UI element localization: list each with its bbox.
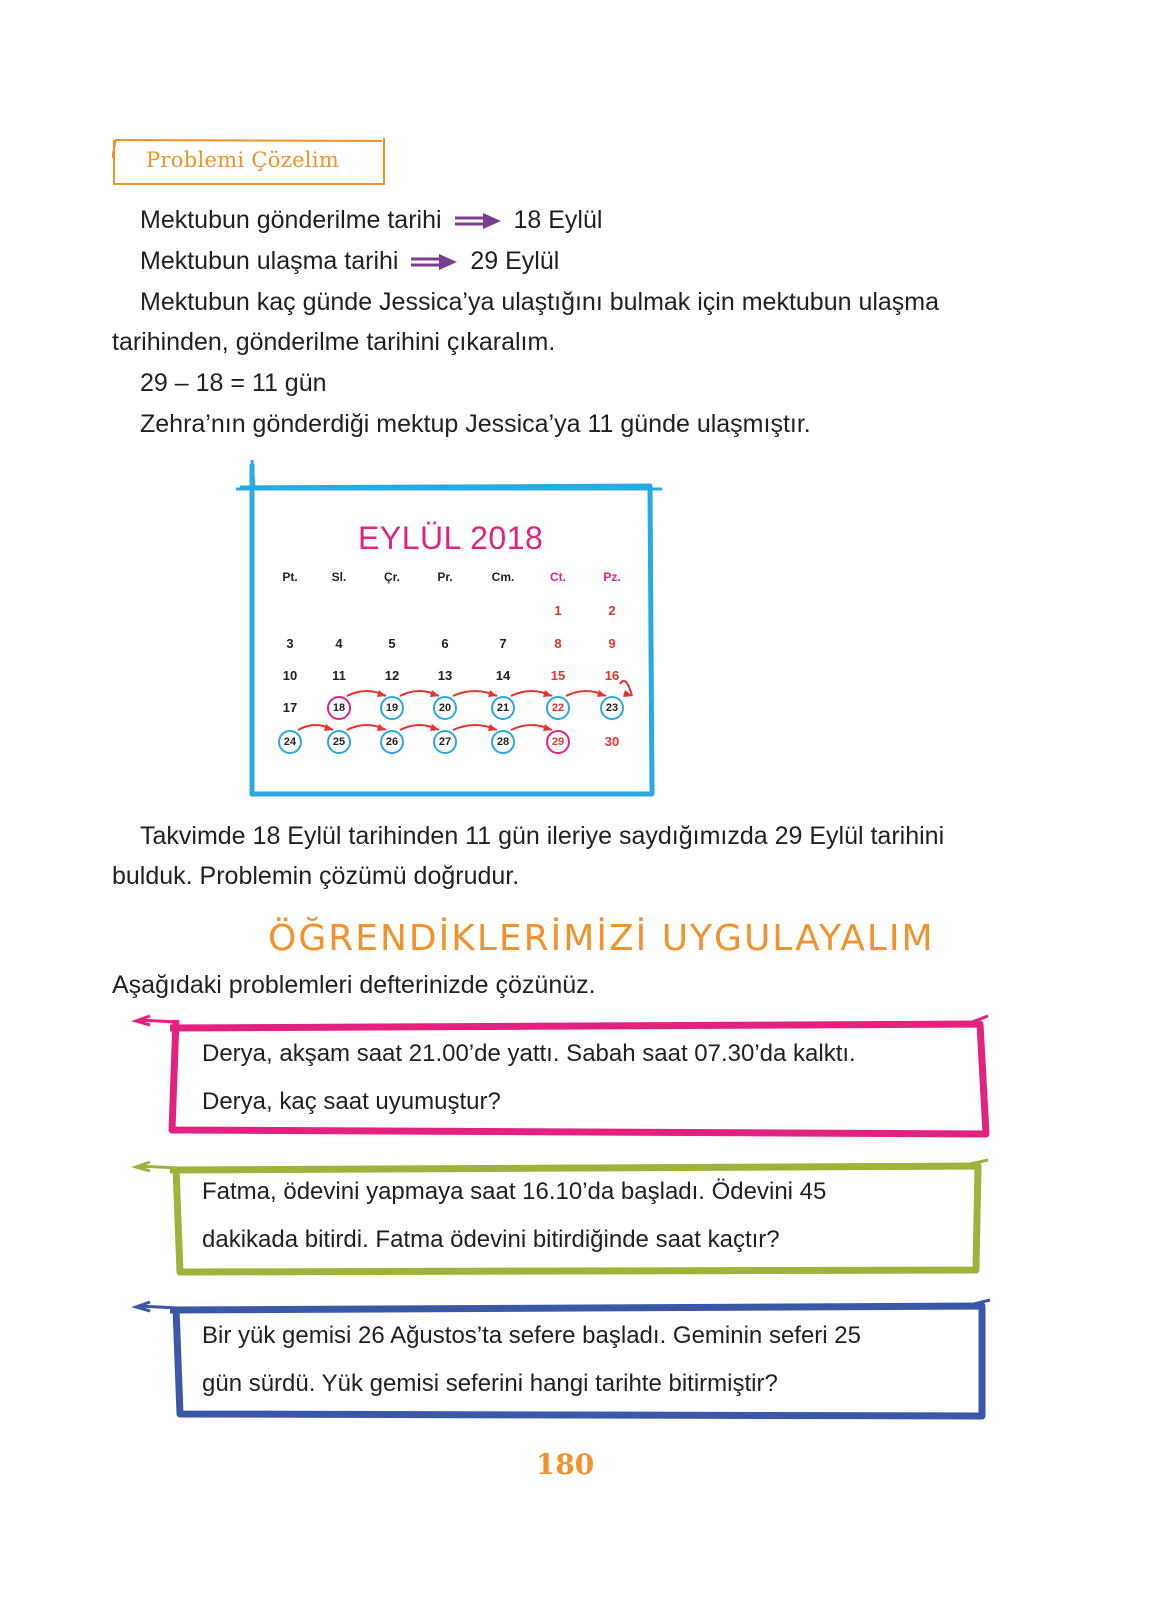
- calendar-day: 25: [332, 736, 346, 748]
- problem-3-line-2: gün sürdü. Yük gemisi seferini hangi tarihte bitirmiştir?: [202, 1370, 778, 1397]
- calendar-day: 5: [388, 636, 396, 651]
- problem-3: [202, 1312, 942, 1408]
- count-arrowhead: [324, 724, 333, 731]
- calendar-count-arrows: [0, 0, 1163, 800]
- calendar-day: 30: [604, 734, 620, 749]
- calendar-day: 6: [441, 636, 449, 651]
- practice-instruction: Aşağıdaki problemleri defterinizde çözünüz.: [112, 971, 596, 999]
- count-arrowhead: [430, 690, 439, 697]
- count-arrowhead: [488, 724, 497, 731]
- calendar-day: 1: [554, 603, 562, 618]
- count-arrowhead: [488, 690, 497, 697]
- calendar-day: 26: [385, 736, 399, 748]
- calendar-day: 12: [384, 668, 400, 683]
- explain-line-1: Mektubun kaç günde Jessica’ya ulaştığını bulmak için mektubun ulaşma: [140, 288, 940, 316]
- calendar-header-cell: Pz.: [603, 570, 621, 584]
- calendar-day: 9: [608, 636, 616, 651]
- count-arrowhead: [543, 724, 552, 731]
- count-arrowhead: [597, 690, 606, 697]
- calendar-day: 20: [438, 702, 452, 714]
- calendar-title: EYLÜL 2018: [358, 520, 544, 556]
- sent-label: Mektubun gönderilme tarihi: [140, 206, 442, 234]
- problem-2-line-2: dakikada bitirdi. Fatma ödevini bitirdiğinde saat kaçtır?: [202, 1226, 780, 1253]
- calendar-header-cell: Çr.: [383, 570, 400, 584]
- calendar-day: 23: [605, 702, 619, 714]
- calendar-header-cell: Pt.: [282, 570, 298, 584]
- calendar-day: 29: [551, 736, 565, 748]
- calendar-day: 3: [286, 636, 294, 651]
- practice-heading: ÖĞRENDİKLERİMİZİ UYGULAYALIM: [268, 918, 935, 959]
- arrived-value: 29 Eylül: [470, 247, 560, 275]
- explain-line-2: tarihinden, gönderilme tarihini çıkaralım.: [112, 328, 556, 356]
- calendar-day: 2: [608, 603, 616, 618]
- calendar-day: 8: [554, 636, 562, 651]
- problem-1-line-1: Derya, akşam saat 21.00’de yattı. Sabah saat 07.30’da kalktı.: [202, 1040, 856, 1067]
- calendar-day: 7: [499, 636, 507, 651]
- calendar-day: 17: [282, 700, 298, 715]
- calendar-day: 4: [335, 636, 343, 651]
- check-line-2: bulduk. Problemin çözümü doğrudur.: [112, 862, 520, 890]
- calendar-header-cell: Pr.: [437, 570, 453, 584]
- page-number: 180: [535, 1448, 595, 1481]
- equation: 29 – 18 = 11 gün: [140, 369, 327, 397]
- calendar-day: 18: [332, 702, 346, 714]
- arrived-label: Mektubun ulaşma tarihi: [140, 247, 399, 275]
- problem-1-line-2: Derya, kaç saat uyumuştur?: [202, 1088, 501, 1115]
- calendar-day: 13: [437, 668, 453, 683]
- calendar-header-cell: Sl.: [331, 570, 347, 584]
- count-arrowhead: [377, 690, 386, 697]
- calendar-day: 19: [385, 702, 399, 714]
- calendar-day: 27: [438, 736, 452, 748]
- calendar-day: 28: [496, 736, 510, 748]
- result-line: Zehra’nın gönderdiği mektup Jessica’ya 11 günde ulaşmıştır.: [140, 410, 811, 438]
- calendar-day: 14: [495, 668, 511, 683]
- count-arrowhead: [377, 724, 386, 731]
- check-line-1: Takvimde 18 Eylül tarihinden 11 gün ileriye saydığımızda 29 Eylül tarihini: [140, 822, 945, 850]
- problem-3-line-1: Bir yük gemisi 26 Ağustos’ta sefere başladı. Geminin seferi 25: [202, 1322, 861, 1349]
- count-arrowhead: [430, 724, 439, 731]
- calendar-day: 21: [496, 702, 510, 714]
- calendar-header-cell: Cm.: [491, 570, 515, 584]
- problem-2-line-1: Fatma, ödevini yapmaya saat 16.10’da başladı. Ödevini 45: [202, 1178, 827, 1205]
- calendar-header-cell: Ct.: [550, 570, 566, 584]
- calendar-day: 24: [283, 736, 297, 748]
- problem-2: [202, 1168, 942, 1264]
- calendar-day: 11: [332, 668, 346, 683]
- section-title: Problemi Çözelim: [146, 148, 340, 172]
- calendar-day: 10: [282, 668, 298, 683]
- calendar-day: 22: [551, 702, 565, 714]
- problem-1: [202, 1030, 942, 1126]
- calendar-day: 16: [604, 668, 620, 683]
- count-arrowhead: [543, 690, 552, 697]
- calendar-day: 15: [550, 668, 566, 683]
- sent-value: 18 Eylül: [513, 206, 603, 234]
